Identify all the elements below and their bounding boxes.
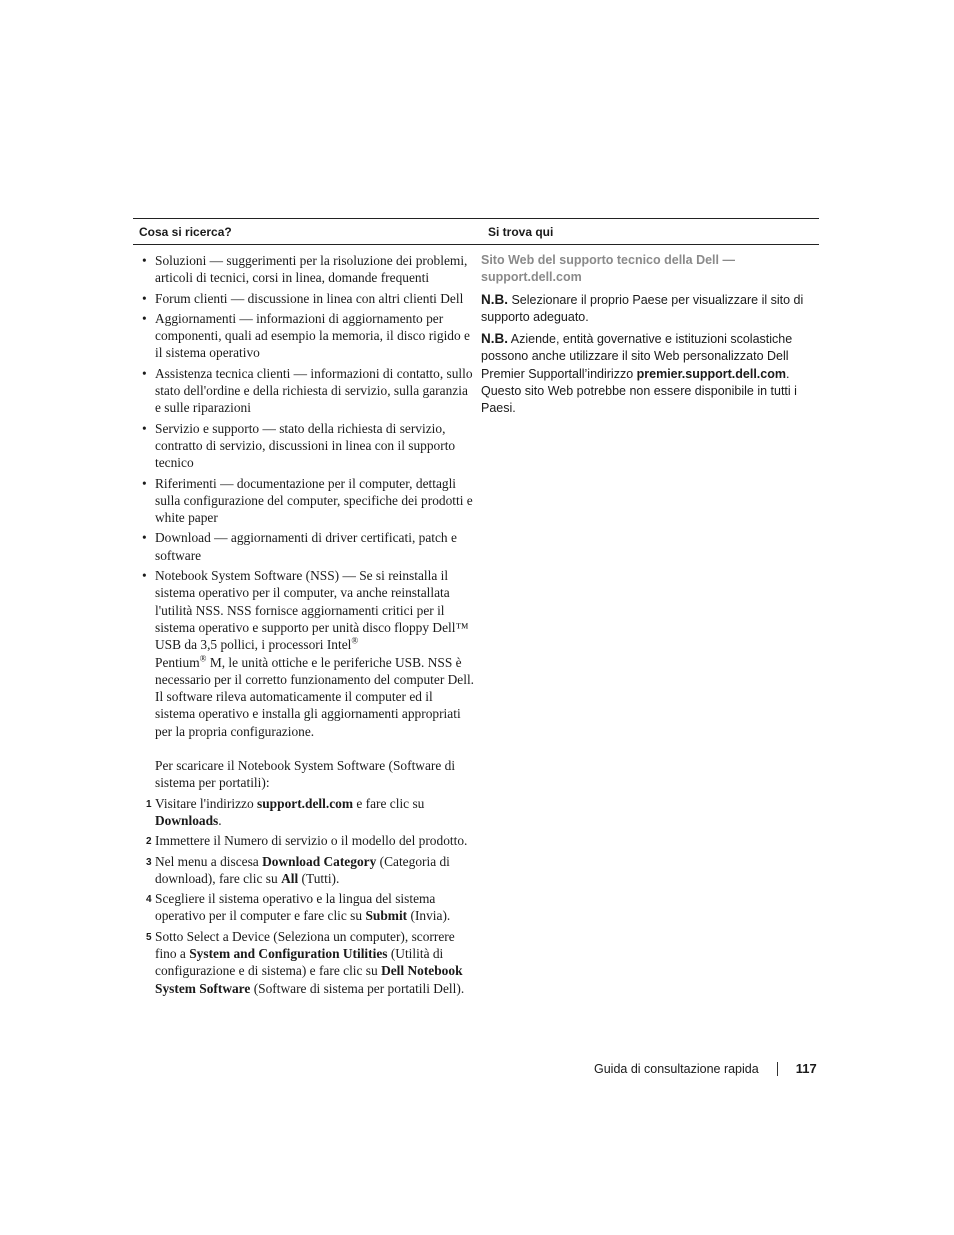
list-item-nss: • Notebook System Software (NSS) — Se si reinstalla il sistema operativo per il computer, va anche reinstallata l'utilità NSS. NSS fornisce aggiornamenti critici per il sistema operativo e supporto per unità disco floppy Dell™ USB da 3,5 pollici, i processori Intel® Pentium® M, le unità ottiche e le periferiche USB. NSS è necessario per il corretto funzionamento del computer Dell. Il software rileva automaticamente il computer ed il sistema operativo e installa gli aggiornamenti appropriati per la propria configurazione. xyxy=(142,568,475,739)
list-item: • Download — aggiornamenti di driver certificati, patch e software xyxy=(142,530,457,563)
bullet-icon: • xyxy=(142,253,147,268)
page-number: 117 xyxy=(795,1061,817,1076)
page-footer xyxy=(594,1061,820,1076)
bullet-icon: • xyxy=(142,475,147,491)
list-item: • Aggiornamenti — informazioni di aggiornamento per componenti, quali ad esempio la memoria, il disco rigido e il sistema operativo xyxy=(142,310,470,361)
list-item: • Forum clienti — discussione in linea con altri clienti Dell xyxy=(142,290,464,306)
note-country: N.B. Selezionare il proprio Paese per visualizzare il sito di supporto adeguato. xyxy=(481,291,804,324)
header-where-found: Si trova qui xyxy=(488,224,554,239)
lookup-table xyxy=(133,218,819,1000)
left-column xyxy=(133,245,476,1000)
list-item: • Riferimenti — documentazione per il computer, dettagli sulla configurazione del computer, specifiche dei prodotti e white paper xyxy=(142,475,473,526)
note-label: N.B. xyxy=(481,291,508,307)
bullet-icon: • xyxy=(142,290,147,306)
step-item: 3 Nel menu a discesa Download Category (Categoria di download), fare clic su All (Tutti). xyxy=(146,853,450,886)
list-item: • Assistenza tecnica clienti — informazioni di contatto, sullo stato dell'ordine e della richiesta di servizio, sulla garanzia e sulle riparazioni xyxy=(142,365,473,416)
footer-title: Guida di consultazione rapida xyxy=(594,1061,759,1076)
bullet-icon: • xyxy=(142,365,147,381)
step-item: 4 Scegliere il sistema operativo e la lingua del sistema operativo per il computer e fare clic su Submit (Invia). xyxy=(146,891,451,924)
footer-divider xyxy=(777,1062,778,1076)
list-item: • Servizio e supporto — stato della richiesta di servizio, contratto di servizio, discussioni in linea con il supporto tecnico xyxy=(142,420,456,471)
step-item: 5 Sotto Select a Device (Seleziona un computer), scorrere fino a System and Configuration Utilities (Utilità di configurazione e di sistema) e fare clic su Dell Notebook System Software (Software di sistema per portatili Dell). xyxy=(146,928,465,996)
step-item: 1 Visitare l'indirizzo support.dell.com e fare clic su Downloads. xyxy=(146,795,425,828)
support-site-link[interactable]: support.dell.com xyxy=(481,270,582,285)
resource-list xyxy=(133,252,476,740)
bullet-icon: • xyxy=(142,530,147,546)
support-site-title: Sito Web del supporto tecnico della Dell — support.dell.com xyxy=(481,253,735,285)
support-link[interactable]: support.dell.com xyxy=(257,795,353,811)
note-label: N.B. xyxy=(481,331,508,347)
bullet-icon: • xyxy=(142,420,147,436)
right-column xyxy=(476,245,818,1000)
premier-support-link[interactable]: premier.support.dell.com xyxy=(636,366,786,381)
bullet-icon: • xyxy=(142,568,147,584)
download-intro: Per scaricare il Notebook System Software (Software di sistema per portatili): xyxy=(155,758,456,791)
note-premier: N.B. Aziende, entità governative e istituzioni scolastiche possono anche utilizzare il sito Web personalizzato Dell Premier Supportall’indirizzo premier.support.dell.com. Questo sito Web potrebbe non essere disponibile in tutti i Paesi. xyxy=(481,331,797,416)
download-steps xyxy=(133,795,476,997)
header-what-looking-for: Cosa si ricerca? xyxy=(139,224,232,239)
table-header-row xyxy=(133,219,819,244)
step-item: 2 Immettere il Numero di servizio o il modello del prodotto. xyxy=(146,833,468,849)
list-item: • Soluzioni — suggerimenti per la risoluzione dei problemi, articoli di tecnici, corsi in linea, domande frequenti xyxy=(142,253,468,286)
table-body-row xyxy=(133,245,819,1000)
bullet-icon: • xyxy=(142,310,147,326)
